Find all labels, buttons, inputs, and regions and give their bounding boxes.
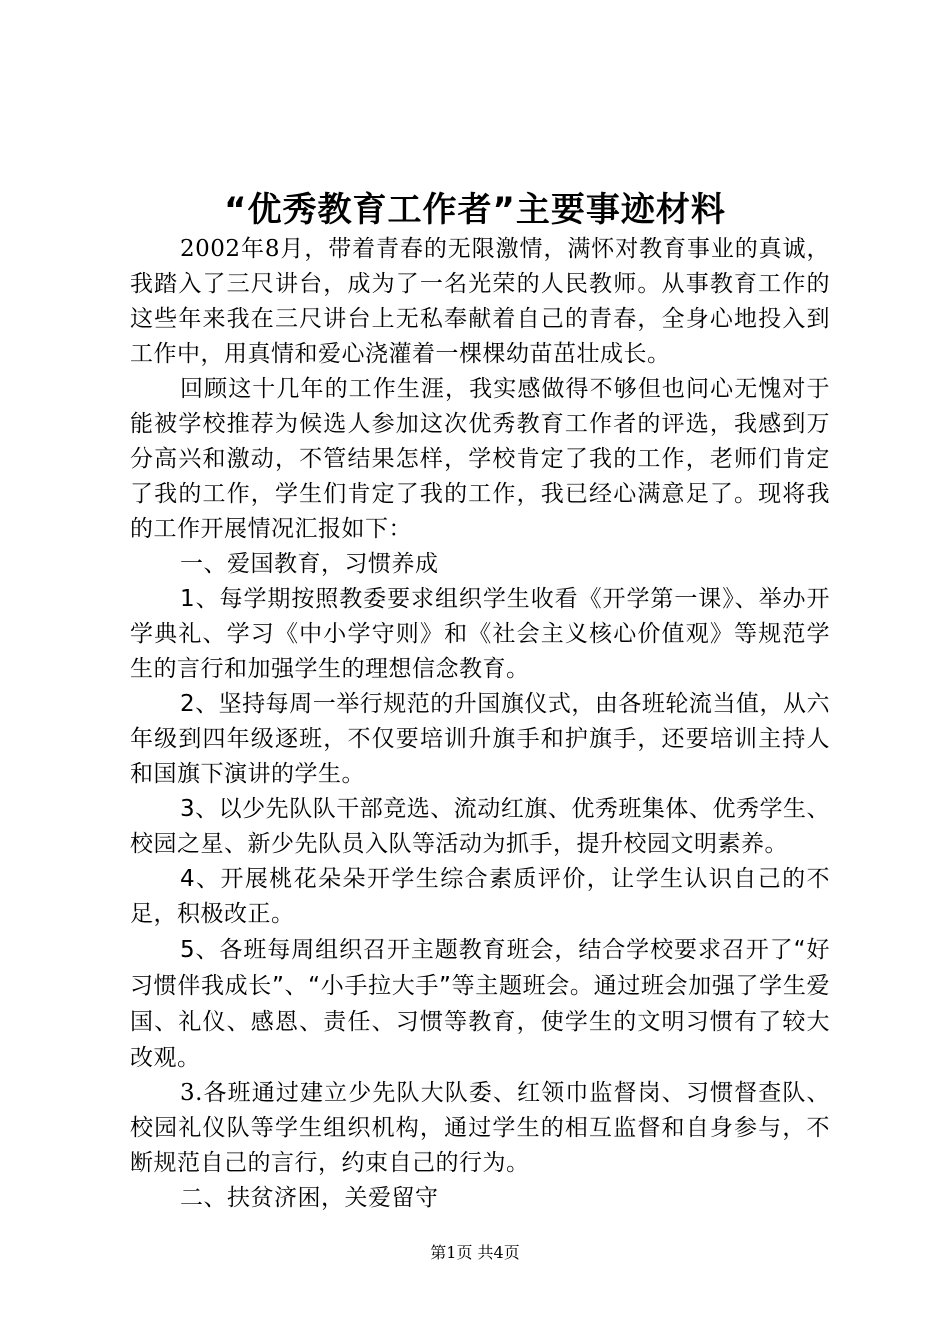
list-item-1: 1、每学期按照教委要求组织学生收看《开学第一课》、举办开学典礼、学习《中小学守则》和《社会主义核心价值观》等规范学生的言行和加强学生的理想信念教育。 xyxy=(130,586,830,682)
list-item-4: 4、开展桃花朵朵开学生综合素质评价，让学生认识自己的不足，积极改正。 xyxy=(130,866,830,927)
list-item-3: 3、以少先队队干部竞选、流动红旗、优秀班集体、优秀学生、校园之星、新少先队员入队等活动为抓手，提升校园文明素养。 xyxy=(130,796,830,857)
page-number-footer: 第1页 共4页 xyxy=(430,1243,520,1262)
paragraph-intro: 2002年8月，带着青春的无限激情，满怀对教育事业的真诚，我踏入了三尺讲台，成为了一名光荣的人民教师。从事教育工作的这些年来我在三尺讲台上无私奉献着自己的青春，全身心地投入到工作中，用真情和爱心浇灌着一棵棵幼苗茁壮成长。 xyxy=(130,236,830,367)
list-item-2: 2、坚持每周一举行规范的升国旗仪式，由各班轮流当值，从六年级到四年级逐班，不仅要培训升旗手和护旗手，还要培训主持人和国旗下演讲的学生。 xyxy=(130,691,830,787)
section-heading-2: 二、扶贫济困，关爱留守 xyxy=(180,1185,439,1211)
document-title: “优秀教育工作者”主要事迹材料 xyxy=(224,190,726,230)
list-item-6: 3.各班通过建立少先队大队委、红领巾监督岗、习惯督查队、校园礼仪队等学生组织机构，通过学生的相互监督和自身参与，不断规范自己的言行，约束自己的行为。 xyxy=(130,1080,830,1176)
list-item-5 xyxy=(130,932,830,1076)
list-item-5-lead: 5、各班每周组织召开主题教育班会，结合学校要求召开了“好习惯伴我成长”、“小手拉大手”等主题班会。 xyxy=(130,937,830,999)
document-body xyxy=(130,232,830,1216)
list-item-5-tail: 通过班会加强了学生爱国、礼仪、感恩、责任、习惯等教育，使学生的文明习惯有了较大改观。 xyxy=(130,973,831,1071)
section-heading-1: 一、爱国教育，习惯养成 xyxy=(180,551,439,577)
paragraph-review: 回顾这十几年的工作生涯，我实感做得不够但也问心无愧对于能被学校推荐为候选人参加这次优秀教育工作者的评选，我感到万分高兴和激动，不管结果怎样，学校肯定了我的工作，老师们肯定了我的工作，学生们肯定了我的工作，我已经心满意足了。现将我的工作开展情况汇报如下： xyxy=(130,376,830,542)
